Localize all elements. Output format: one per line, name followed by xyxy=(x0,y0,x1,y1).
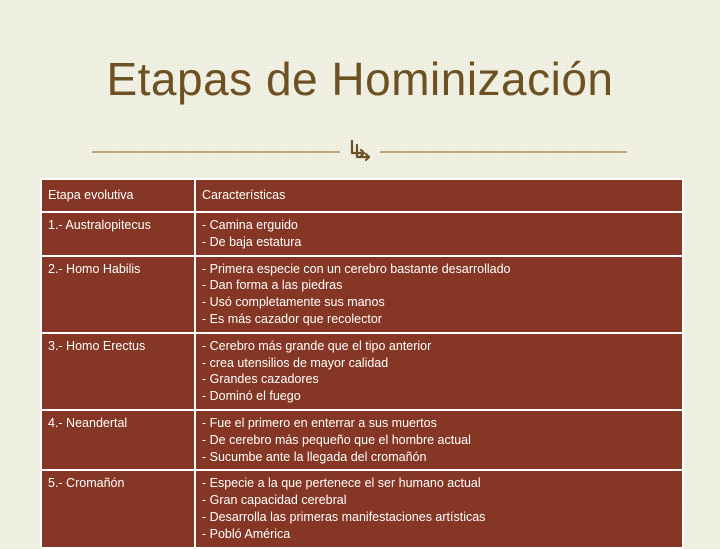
trait-item: - Dan forma a las piedras xyxy=(202,278,343,293)
traits-cell xyxy=(196,471,682,546)
table-row xyxy=(42,213,682,255)
slide-title: Etapas de Hominización xyxy=(106,53,614,105)
header-traits: Características xyxy=(196,180,682,211)
trait-item: - Fue el primero en enterrar a sus muertos xyxy=(202,415,437,430)
stage-cell: 2.- Homo Habilis xyxy=(42,257,194,332)
trait-item: - De cerebro más pequeño que el hombre actual xyxy=(202,432,471,447)
table-row xyxy=(42,471,682,546)
trait-item: - Especie a la que pertenece el ser humano actual xyxy=(202,476,481,491)
trait-item: - De baja estatura xyxy=(202,234,302,249)
stage-cell: 3.- Homo Erectus xyxy=(42,334,194,409)
trait-item: - Pobló América xyxy=(202,526,291,541)
trait-item: - Dominó el fuego xyxy=(202,389,301,404)
traits-cell xyxy=(196,334,682,409)
table-header-row xyxy=(42,180,682,211)
table-row xyxy=(42,257,682,332)
trait-item: - crea utensilios de mayor calidad xyxy=(202,355,389,370)
traits-cell xyxy=(196,257,682,332)
title-divider-left xyxy=(92,151,340,153)
stage-cell: 1.- Australopitecus xyxy=(42,213,194,255)
stage-cell: 5.- Cromañón xyxy=(42,471,194,546)
traits-cell xyxy=(196,213,682,255)
trait-item: - Grandes cazadores xyxy=(202,372,319,387)
trait-item: - Es más cazador que recolector xyxy=(202,311,382,326)
trait-item: - Gran capacidad cerebral xyxy=(202,493,347,508)
header-stage: Etapa evolutiva xyxy=(42,180,194,211)
trait-item: - Primera especie con un cerebro bastante desarrollado xyxy=(202,261,511,276)
trait-item: - Camina erguido xyxy=(202,218,298,232)
table-row xyxy=(42,411,682,469)
trait-item: - Sucumbe ante la llegada del cromañón xyxy=(202,449,427,464)
traits-cell xyxy=(196,411,682,469)
hominization-table xyxy=(40,178,684,549)
title-divider-right xyxy=(380,151,627,153)
trait-item: - Cerebro más grande que el tipo anterior xyxy=(202,338,432,353)
table-row xyxy=(42,334,682,409)
trait-item: - Usó completamente sus manos xyxy=(202,295,385,310)
trait-item: - Desarrolla las primeras manifestaciones artísticas xyxy=(202,509,486,524)
stage-cell: 4.- Neandertal xyxy=(42,411,194,469)
cascade-arrows-icon xyxy=(344,138,374,164)
